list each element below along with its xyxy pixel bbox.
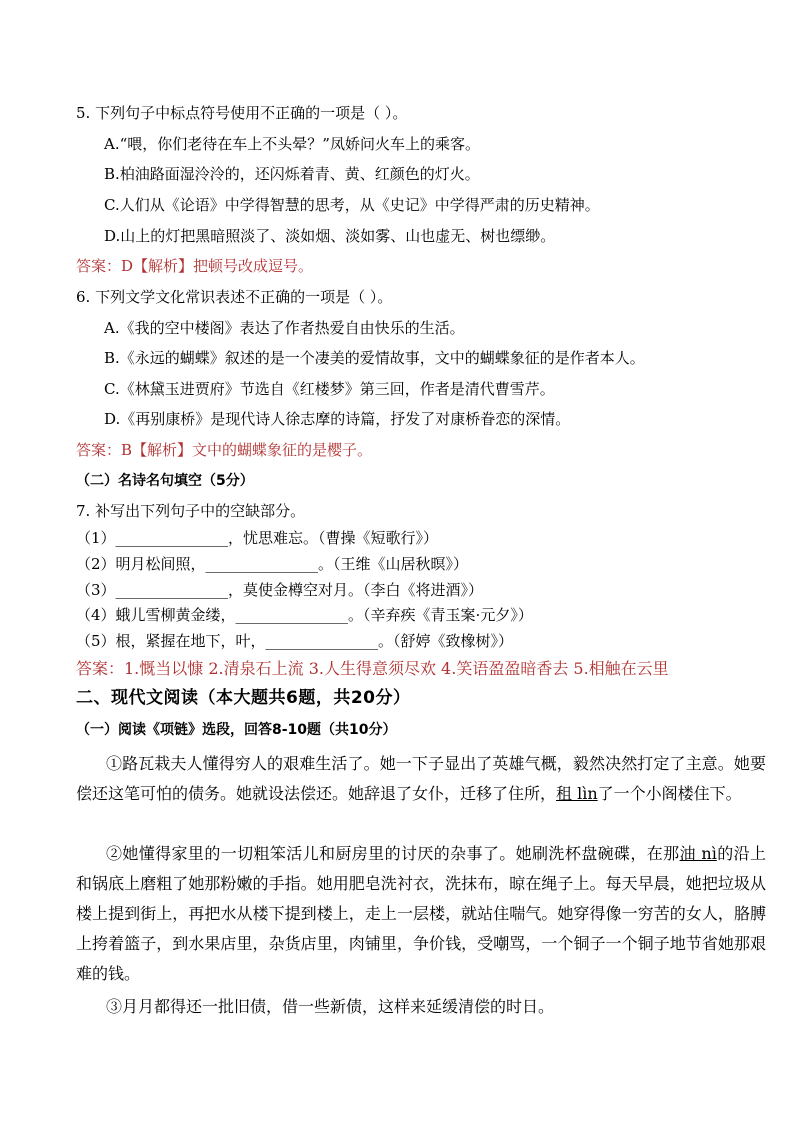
section-heading: 二、现代文阅读（本大题共6题，共20分）: [76, 688, 411, 708]
paragraph-text: ①路瓦栽夫人懂得穷人的艰难生活了。她一下子显出了英雄气概，毅然决然打定了主意。她要偿还这笔可怕的债务。她就设法偿还。她辞退了女仆，迁移了住所，: [76, 754, 766, 803]
question-stem: 5. 下列句子中标点符号使用不正确的一项是（ ）。: [76, 104, 408, 122]
subsection-heading: （一）阅读《项链》选段，回答8-10题（共10分）: [76, 722, 397, 738]
fill-item: （5）根，紧握在地下，叶，_______________。（舒婷《致橡树》）: [76, 632, 514, 650]
fill-item: （4）蛾儿雪柳黄金缕，_______________。（辛弃疾《青玉案·元夕》）: [76, 606, 533, 624]
question-stem: 7. 补写出下列句子中的空缺部分。: [76, 502, 306, 520]
option-d: D.山上的灯把黑暗照淡了、淡如烟、淡如雾、山也虚无、树也缥缈。: [104, 227, 556, 245]
paragraph-3: ③月月都得还一批旧债，借一些新债，这样来延缓清偿的时日。: [106, 997, 555, 1016]
paragraph-1: [76, 749, 766, 809]
option-a: A.《我的空中楼阁》表达了作者热爱自由快乐的生活。: [104, 319, 465, 337]
section-heading: （二）名诗名句填空（5分）: [76, 473, 254, 489]
paragraph-text: 的沿上和锅底上磨粗了她那粉嫩的手指。她用肥皂洗衬衣，洗抹布，晾在绳子上。每天早晨，她把垃圾从楼上提到街上，再把水从楼下提到楼上，走上一层楼，就站住喘气。她穿得像一穷苦的女人，胳膊上挎着篮子，到水果店里，杂货店里，肉铺里，争价钱，受嘲骂，一个铜子一个铜子地节省她那艰难的钱。: [76, 844, 766, 983]
fill-item: （1）_______________，忧思难忘。（曹操《短歌行》）: [76, 529, 439, 547]
option-b: B.柏油路面湿泠泠的，还闪烁着青、黄、红颜色的灯火。: [104, 165, 480, 183]
option-a: A.“喂，你们老待在车上不头晕？”凤娇问火车上的乘客。: [104, 135, 480, 153]
fill-item: （3）_______________，莫使金樽空对月。（李白《将进酒》）: [76, 581, 484, 599]
option-c: C.《林黛玉进贾府》节选自《红楼梦》第三回，作者是清代曹雪芹。: [104, 380, 555, 398]
answer-text: 答案：1.慨当以慷 2.清泉石上流 3.人生得意须尽欢 4.笑语盈盈暗香去 5.相触在云里: [76, 659, 669, 678]
paragraph-text: 了一个小阁楼住下。: [597, 784, 742, 803]
option-b: B.《永远的蝴蝶》叙述的是一个凄美的爱情故事，文中的蝴蝶象征的是作者本人。: [104, 349, 645, 367]
pinyin-blank: 租 lìn: [556, 784, 598, 803]
answer-text: 答案：D【解析】把顿号改成逗号。: [76, 257, 314, 275]
option-d: D.《再别康桥》是现代诗人徐志摩的诗篇，抒发了对康桥眷恋的深情。: [104, 410, 571, 428]
question-stem: 6. 下列文学文化常识表述不正确的一项是（ ）。: [76, 288, 393, 306]
paragraph-2: [76, 839, 766, 989]
pinyin-blank: 油 nì: [679, 844, 717, 863]
option-c: C.人们从《论语》中学得智慧的思考，从《史记》中学得严肃的历史精神。: [104, 196, 600, 214]
fill-item: （2）明月松间照，_______________。（王维《山居秋暝》）: [76, 555, 469, 573]
answer-text: 答案：B【解析】文中的蝴蝶象征的是樱子。: [76, 441, 373, 459]
paragraph-text: ②她懂得家里的一切粗笨活儿和厨房里的讨厌的杂事了。她刷洗杯盘碗碟，在那: [106, 844, 680, 863]
